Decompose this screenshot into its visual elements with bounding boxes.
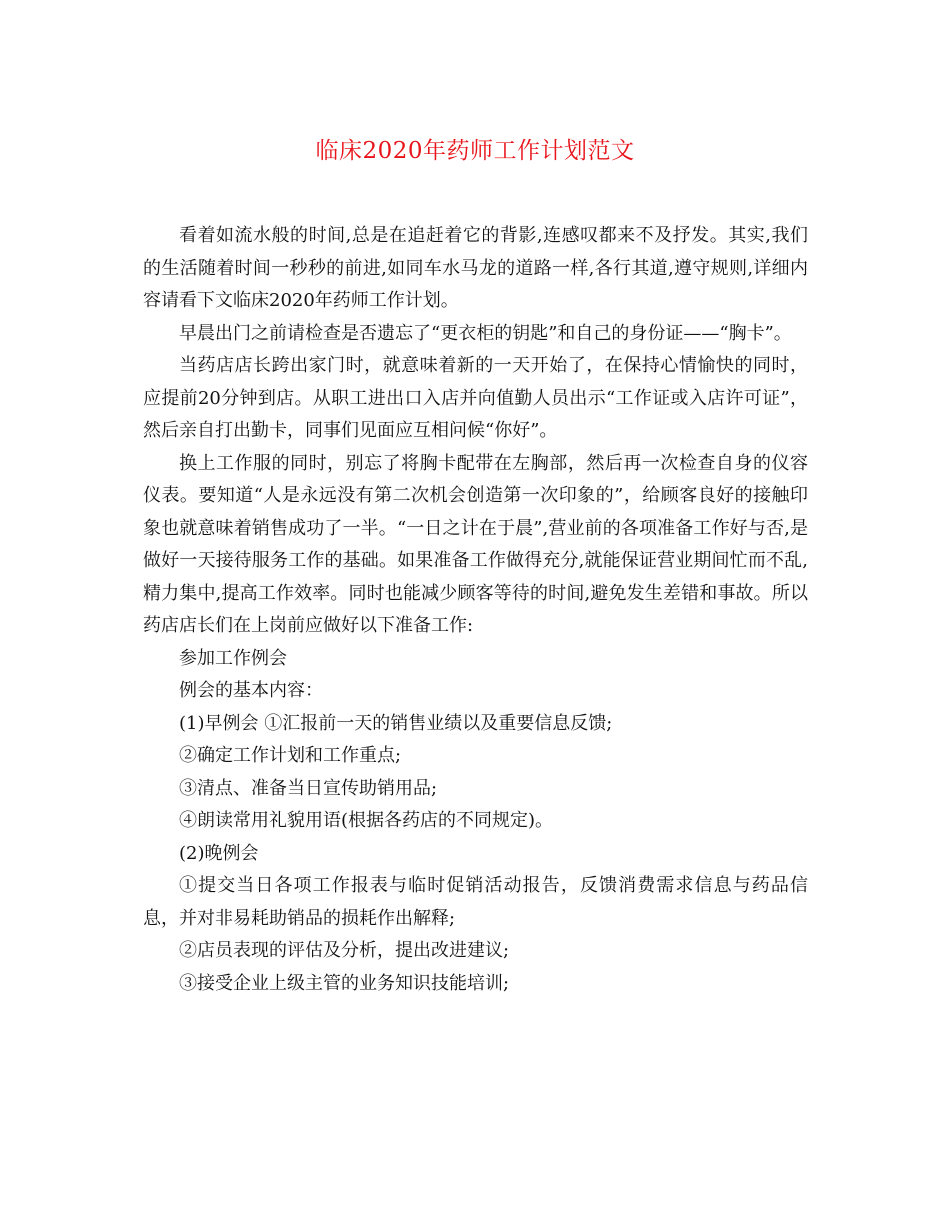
document-body: [143, 220, 808, 1000]
paragraph: ②确定工作计划和工作重点;: [179, 745, 402, 766]
paragraph: ②店员表现的评估及分析，提出改进建议;: [179, 940, 510, 961]
paragraph: 参加工作例会: [179, 647, 287, 669]
paragraph: ③接受企业上级主管的业务知识技能培训;: [179, 972, 510, 994]
paragraph: ③清点、准备当日宣传助销用品;: [179, 777, 438, 799]
paragraph: ①提交当日各项工作报表与临时促销活动报告，反馈消费需求信息与药品信息，并对非易耗助销品的损耗作出解释;: [143, 875, 808, 929]
paragraph: ④朗读常用礼貌用语(根据各药店的不同规定)。: [179, 810, 554, 831]
paragraph: 早晨出门之前请检查是否遗忘了“更衣柜的钥匙”和自己的身份证——“胸卡”。: [179, 322, 792, 344]
paragraph: (2)晚例会: [179, 842, 259, 864]
paragraph: 换上工作服的同时，别忘了将胸卡配带在左胸部，然后再一次检查自身的仪容仪表。要知道“人是永远没有第二次机会创造第一次印象的”，给顾客良好的接触印象也就意味着销售成功了一半。“一日之计在于晨”,营业前的各项准备工作好与否,是做好一天接待服务工作的基础。如果准备工作做得充分,就能保证营业期间忙而不乱,精力集中,提高工作效率。同时也能减少顾客等待的时间,避免发生差错和事故。所以药店店长们在上岗前应做好以下准备工作:: [143, 452, 808, 636]
paragraph: 看着如流水般的时间,总是在追赶着它的背影,连感叹都来不及抒发。其实,我们的生活随着时间一秒秒的前进,如同车水马龙的道路一样,各行其道,遵守规则,详细内容请看下文临床2020年药师工作计划。: [143, 225, 808, 311]
paragraph: (1)早例会 ①汇报前一天的销售业绩以及重要信息反馈;: [179, 712, 613, 734]
document-title: 临床2020年药师工作计划范文: [315, 138, 635, 164]
paragraph: 例会的基本内容：: [179, 680, 323, 701]
paragraph: 当药店店长跨出家门时，就意味着新的一天开始了，在保持心情愉快的同时，应提前20分钟到店。从职工进出口入店并向值勤人员出示“工作证或入店许可证”，然后亲自打出勤卡，同事们见面应互相问候“你好”。: [143, 355, 808, 441]
